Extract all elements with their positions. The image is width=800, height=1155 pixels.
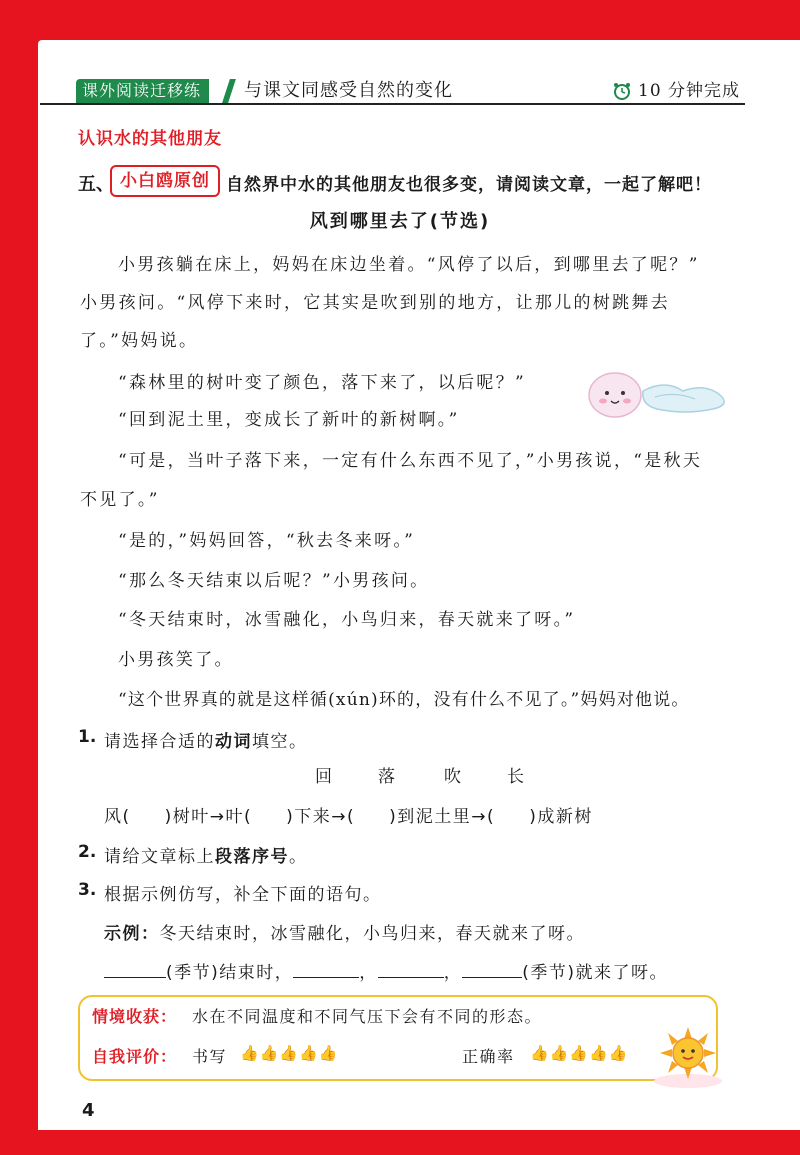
article-line: “那么冬天结束以后呢？”小男孩问。 xyxy=(118,571,430,591)
self-eval-label: 自我评价： xyxy=(92,1047,178,1066)
header-tag: 课外阅读迁移练 xyxy=(76,79,209,103)
question-1-text: 请选择合适的动词填空。 xyxy=(104,732,308,752)
question-2-text: 请给文章标上段落序号。 xyxy=(104,847,308,867)
example-line xyxy=(104,919,585,944)
header-time: 10 分钟完成 xyxy=(638,81,741,101)
original-badge: 小白鸥原创 xyxy=(110,165,220,197)
writing-rating-thumbs[interactable]: 👍👍👍👍👍 xyxy=(240,1044,339,1062)
example-label: 示例： xyxy=(104,924,160,944)
question-3-number: 3. xyxy=(78,880,97,900)
question-2-number: 2. xyxy=(78,842,97,862)
article-line: 了。”妈妈说。 xyxy=(80,331,199,351)
article-line: “冬天结束时，冰雪融化，小鸟归来，春天就来了呀。” xyxy=(118,610,576,630)
example-text: 冬天结束时，冰雪融化，小鸟归来，春天就来了呀。 xyxy=(159,924,585,944)
article-line: “是的，”妈妈回答，“秋去冬来呀。” xyxy=(118,531,416,551)
article-line: “森林里的树叶变了颜色，落下来了，以后呢？” xyxy=(118,373,526,393)
writing-label: 书写 xyxy=(192,1047,228,1066)
fill-blank-line: 风( )树叶→叶( )下来→( )到泥土里→( )成新树 xyxy=(104,807,593,827)
word-choice: 长 xyxy=(507,767,524,787)
article-line: 小男孩笑了。 xyxy=(118,650,234,670)
word-choice: 落 xyxy=(378,767,395,787)
gain-label: 情境收获： xyxy=(92,1007,178,1026)
header-subtitle: 与课文同感受自然的变化 xyxy=(244,80,453,101)
alarm-clock-icon xyxy=(612,81,632,101)
season-blank-1[interactable] xyxy=(104,959,166,978)
accuracy-rating-thumbs[interactable]: 👍👍👍👍👍 xyxy=(530,1044,629,1062)
article-line: 小男孩问。“风停下来时，它其实是吹到别的地方，让那儿的树跳舞去 xyxy=(80,293,670,313)
page-number: 4 xyxy=(82,1100,95,1121)
word-choice: 回 xyxy=(315,767,332,787)
season-blank-2[interactable] xyxy=(462,959,522,978)
article-line: “回到泥土里，变成长了新叶的新树啊。” xyxy=(118,410,460,430)
phrase-blank-1[interactable] xyxy=(293,959,359,978)
imitation-line: (季节)结束时， ， ， (季节)就来了呀。 xyxy=(104,958,668,983)
word-choice: 吹 xyxy=(444,767,461,787)
header-rule xyxy=(40,103,745,105)
sun-illustration xyxy=(648,1025,728,1089)
article-title: 风到哪里去了(节选) xyxy=(309,211,491,232)
wind-cloud-illustration xyxy=(585,365,735,425)
question-5-number: 五、 xyxy=(78,174,114,195)
question-3-text: 根据示例仿写，补全下面的语句。 xyxy=(104,885,382,905)
question-1-number: 1. xyxy=(78,727,97,747)
question-5-prompt: 自然界中水的其他朋友也很多变，请阅读文章，一起了解吧！ xyxy=(226,175,712,195)
section-title: 认识水的其他朋友 xyxy=(78,129,222,149)
article-line: 不见了。” xyxy=(80,490,160,510)
article-line: “这个世界真的就是这样循(xún)环的，没有什么不见了。”妈妈对他说。 xyxy=(118,690,690,710)
article-line: 小男孩躺在床上，妈妈在床边坐着。“风停了以后，到哪里去了呢？” xyxy=(118,255,700,275)
phrase-blank-2[interactable] xyxy=(378,959,444,978)
accuracy-label: 正确率 xyxy=(462,1047,515,1066)
gain-text: 水在不同温度和不同气压下会有不同的形态。 xyxy=(192,1007,543,1026)
article-line: “可是，当叶子落下来，一定有什么东西不见了，”小男孩说，“是秋天 xyxy=(118,451,703,471)
